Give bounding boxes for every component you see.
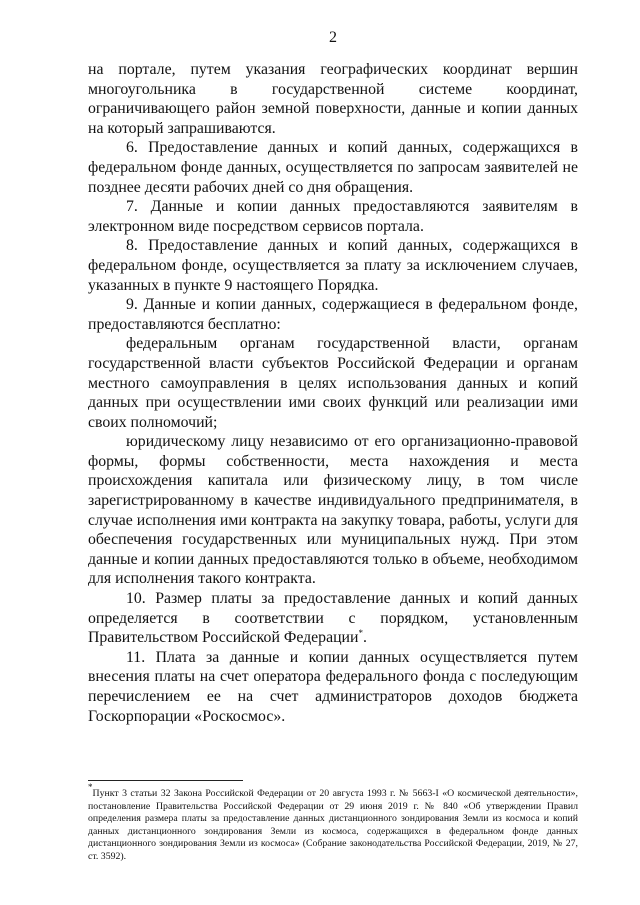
paragraph-continuation: на портале, путем указания географических координат вершин многоугольника в государственной системе координат, ограничивающего район земной поверхности, данные и копии данных на который запрашиваются. — [88, 61, 578, 137]
paragraph-6: 6. Предоставление данных и копий данных, содержащихся в федеральном фонде данных, осуществляется по запросам заявителей не позднее десяти рабочих дней со дня обращения. — [88, 139, 578, 196]
page-number: 2 — [329, 29, 337, 46]
paragraph-10-text: 10. Размер платы за предоставление данных и копий данных определяется в соответствии с порядком, установленным Правительством Российской Федерации — [88, 590, 578, 647]
paragraph-9: 9. Данные и копии данных, содержащиеся в федеральном фонде, предоставляются бесплатно: — [88, 296, 578, 333]
paragraph-11: 11. Плата за данные и копии данных осуществляется путем внесения платы на счет оператора федерального фонда с последующим перечислением ее на счет администраторов доходов бюджета Госкорпорации «Роскосмос». — [88, 648, 578, 725]
document-body — [88, 60, 578, 726]
paragraph-9-item-authorities: федеральным органам государственной власти, органам государственной власти субъектов Российской Федерации и органам местного самоуправления в целях использования данных и копий данных при осуществлении ими своих функций или реализации ими своих полномочий; — [88, 335, 578, 431]
paragraph-10 — [88, 589, 578, 648]
footnote-text: Пункт 3 статьи 32 Закона Российской Федерации от 20 августа 1993 г. № 5663-I «О космической деятельности», постановление Правительства Российской Федерации от 29 июня 2019 г. № 840 «Об утверждении Правил определения размера платы за предоставление данных дистанционного зондирования Земли из космоса и копий данных дистанционного зондирования Земли из космоса, содержащихся в федеральном фонде данных дистанционного зондирования Земли из космоса» (Собрание законодательства Российской Федерации, 2019, № 27, ст. 3592). — [88, 788, 578, 862]
paragraph-8: 8. Предоставление данных и копий данных, содержащихся в федеральном фонде, осуществляется за плату за исключением случаев, указанных в пункте 9 настоящего Порядка. — [88, 237, 578, 294]
footnote — [88, 782, 578, 864]
paragraph-7: 7. Данные и копии данных предоставляются заявителям в электронном виде посредством сервисов портала. — [88, 198, 578, 235]
footnote-reference: * — [358, 628, 363, 639]
paragraph-9-item-legal-entities: юридическому лицу независимо от его организационно-правовой формы, формы собственности, места нахождения и места происхождения капитала или физическому лицу, в том числе зарегистрированному в качестве индивидуального предпринимателя, в случае исполнения ими контракта на закупку товара, работы, услуги для обеспечения государственных или муниципальных нужд. При этом данные и копии данных предоставляются только в объеме, необходимом для исполнения такого контракта. — [88, 433, 578, 588]
footnote-marker: * — [88, 782, 93, 792]
footnote-divider — [88, 780, 243, 781]
paragraph-10-period: . — [362, 629, 367, 647]
footnote-area — [88, 780, 578, 864]
